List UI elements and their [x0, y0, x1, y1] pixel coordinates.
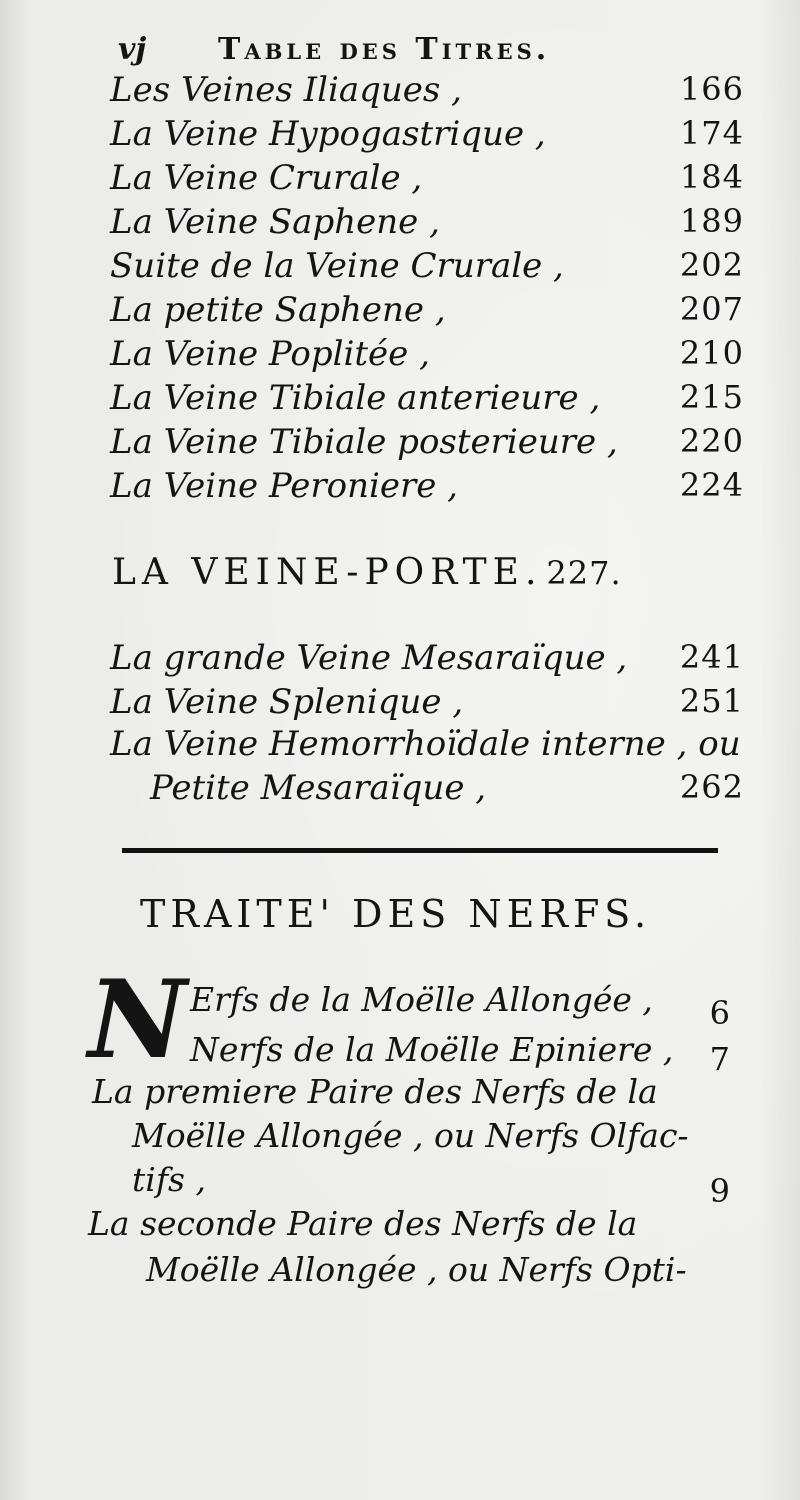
toc-entry	[110, 70, 744, 114]
nerfs-line-page: 6	[709, 994, 730, 1032]
nerfs-line: La seconde Paire des Nerfs de la	[88, 1204, 638, 1243]
entry-page: 215	[679, 378, 744, 416]
entry-title: La Veine Crurale ,	[110, 158, 423, 198]
section-title: LA VEINE-PORTE.	[112, 552, 543, 593]
toc-entry	[110, 202, 744, 246]
entry-title: La petite Saphene ,	[110, 290, 446, 330]
nerfs-line: Moëlle Allongée , ou Nerfs Olfac-	[132, 1116, 689, 1155]
nerfs-line-page: 7	[709, 1040, 730, 1078]
section-page: 227.	[546, 554, 622, 592]
entry-title: La Veine Splenique ,	[110, 682, 464, 722]
entry-title: La Veine Tibiale posterieure ,	[110, 422, 618, 462]
entry-page: 174	[679, 114, 744, 152]
nerfs-line: tifs ,	[132, 1160, 206, 1199]
entry-page: 210	[679, 334, 744, 372]
drop-cap: N	[88, 957, 187, 1083]
nerfs-line: Moëlle Allongée , ou Nerfs Opti-	[146, 1250, 687, 1289]
entry-page: 202	[679, 246, 744, 284]
toc-entry	[110, 114, 744, 158]
entry-title: La Veine Peroniere ,	[110, 466, 458, 506]
entry-title: Petite Mesaraïque ,	[150, 768, 487, 808]
entry-page: 166	[679, 70, 744, 108]
entry-page: 251	[679, 682, 744, 720]
entry-title: Les Veines Iliaques ,	[110, 70, 462, 110]
entry-title: La Veine Saphene ,	[110, 202, 440, 242]
toc-entry	[110, 246, 744, 290]
toc-entry	[110, 466, 744, 510]
entry-page: 189	[679, 202, 744, 240]
toc-entry	[110, 682, 744, 726]
entry-page: 262	[679, 768, 744, 806]
entry-page: 224	[679, 466, 744, 504]
entry-title: Suite de la Veine Crurale ,	[110, 246, 564, 286]
nerfs-line-page: 9	[709, 1172, 730, 1210]
section-heading-veine-porte	[112, 552, 752, 593]
toc-entry	[110, 724, 744, 768]
toc-entry	[110, 158, 744, 202]
entry-page: 220	[679, 422, 744, 460]
entry-page: 241	[679, 638, 744, 676]
running-title: Table des Titres.	[218, 32, 551, 67]
entry-title: La Veine Tibiale anterieure ,	[110, 378, 601, 418]
entry-title: La grande Veine Mesaraïque ,	[110, 638, 628, 678]
toc-entry	[110, 378, 744, 422]
entry-title: La Veine Poplitée ,	[110, 334, 430, 374]
page-folio: vj	[118, 32, 147, 67]
entry-title: La Veine Hypogastrique ,	[110, 114, 546, 154]
nerfs-line: Erfs de la Moëlle Allongée ,	[190, 980, 653, 1019]
nerfs-line: Nerfs de la Moëlle Epiniere ,	[190, 1030, 674, 1069]
section-heading-nerfs: TRAITE' DES NERFS.	[140, 892, 652, 936]
toc-entry	[110, 422, 744, 466]
toc-entry-continuation	[150, 768, 744, 812]
toc-entry	[110, 290, 744, 334]
running-header	[118, 22, 678, 72]
toc-entry	[110, 638, 744, 682]
nerfs-line: La premiere Paire des Nerfs de la	[92, 1072, 658, 1111]
entry-page: 184	[679, 158, 744, 196]
toc-entry	[110, 334, 744, 378]
entry-title: La Veine Hemorrhoïdale interne , ou	[110, 724, 741, 764]
section-divider-rule	[122, 848, 718, 853]
entry-page: 207	[679, 290, 744, 328]
